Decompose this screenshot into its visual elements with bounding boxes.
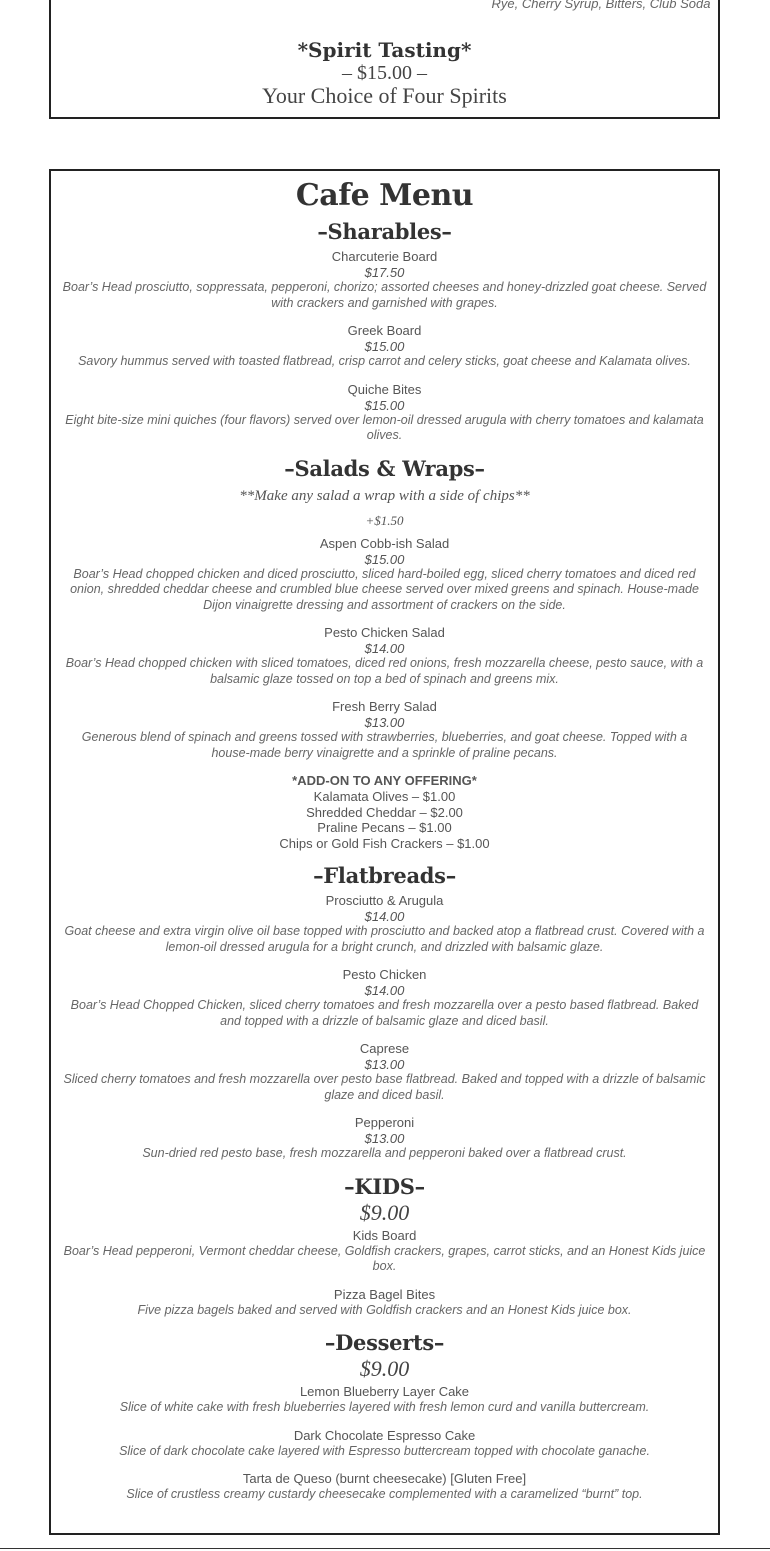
menu-item bbox=[51, 1428, 718, 1460]
item-name: Fresh Berry Salad bbox=[332, 699, 437, 714]
menu-item bbox=[51, 699, 718, 761]
section-title: –KIDS– bbox=[344, 1173, 425, 1199]
item-name: Greek Board bbox=[347, 323, 422, 338]
item-description: Savory hummus served with toasted flatbread, crisp carrot and celery sticks, goat cheese and Kalamata olives. bbox=[78, 354, 691, 368]
add-on-item: Chips or Gold Fish Crackers – $1.00 bbox=[279, 835, 490, 851]
section-desserts bbox=[51, 1330, 718, 1503]
section-salads-wraps bbox=[51, 456, 718, 852]
item-name: Charcuterie Board bbox=[331, 249, 438, 264]
item-description: Sliced cherry tomatoes and fresh mozzarella over pesto base flatbread. Baked and topped with a drizzle of balsamic glaze and diced basil. bbox=[63, 1072, 706, 1102]
section-price: $9.00 bbox=[359, 1356, 410, 1381]
item-name: Quiche Bites bbox=[347, 381, 422, 397]
section-title: –Desserts– bbox=[324, 1330, 445, 1355]
menu-item bbox=[51, 1228, 718, 1275]
item-description: Boar’s Head pepperoni, Vermont cheddar cheese, Goldfish crackers, grapes, carrot sticks, and an Honest Kids juice box. bbox=[63, 1243, 706, 1273]
menu-item bbox=[51, 1287, 718, 1319]
cafe-menu-title: Cafe Menu bbox=[295, 178, 474, 213]
item-price: $13.00 bbox=[364, 1131, 405, 1146]
section-sharables bbox=[51, 219, 718, 444]
item-description: Goat cheese and extra virgin olive oil base topped with prosciutto and backed atop a flatbread crust. Covered with a lemon-oil dressed arugula for a bright crunch, and drizzled with balsamic glaze. bbox=[64, 924, 705, 954]
section-title: –Salads & Wraps– bbox=[284, 455, 485, 481]
item-price: $15.00 bbox=[364, 551, 405, 567]
menu-item bbox=[51, 1115, 718, 1162]
menu-item bbox=[51, 1041, 718, 1103]
item-name: Aspen Cobb-ish Salad bbox=[319, 535, 450, 551]
menu-item bbox=[51, 323, 718, 370]
item-name: Pizza Bagel Bites bbox=[333, 1286, 436, 1302]
item-name: Pepperoni bbox=[354, 1115, 415, 1130]
item-price: $13.00 bbox=[364, 715, 405, 730]
menu-item bbox=[51, 893, 718, 955]
cafe-menu-box bbox=[49, 169, 720, 1535]
item-price: $14.00 bbox=[364, 983, 405, 998]
item-description: Sun-dried red pesto base, fresh mozzarella and pepperoni baked over a flatbread crust. bbox=[142, 1146, 627, 1160]
menu-item bbox=[51, 1384, 718, 1416]
item-name: Pesto Chicken Salad bbox=[324, 625, 445, 640]
item-name: Kids Board bbox=[352, 1227, 417, 1243]
menu-item bbox=[51, 382, 718, 444]
spirit-tasting-price: – $15.00 – bbox=[342, 62, 427, 84]
item-description: Rye, Cherry Syrup, Bitters, Club Soda bbox=[491, 0, 711, 11]
menu-item bbox=[51, 249, 718, 311]
item-description: Eight bite-size mini quiches (four flavors) served over lemon-oil dressed arugula with cherry tomatoes and kalamata olives. bbox=[65, 412, 704, 442]
item-price: $13.00 bbox=[364, 1057, 405, 1072]
menu-item bbox=[51, 967, 718, 1029]
item-description: Slice of dark chocolate cake layered with Espresso buttercream topped with chocolate ganache. bbox=[119, 1443, 650, 1458]
add-on-heading: *ADD-ON TO ANY OFFERING* bbox=[292, 773, 477, 788]
item-description: Boar’s Head chopped chicken with sliced tomatoes, diced red onions, fresh mozzarella cheese, pesto sauce, with a balsamic glaze tossed on top a bed of spinach and greens mix. bbox=[65, 656, 704, 686]
item-price: $15.00 bbox=[364, 339, 405, 354]
item-description: Boar’s Head prosciutto, soppressata, pepperoni, chorizo; assorted cheeses and honey-drizzled goat cheese. Served with crackers and garnished with grapes. bbox=[62, 280, 707, 310]
spirit-tasting-description: Your Choice of Four Spirits bbox=[262, 83, 507, 108]
section-kids bbox=[51, 1174, 718, 1319]
section-flatbreads bbox=[51, 863, 718, 1162]
item-description: Five pizza bagels baked and served with Goldfish crackers and an Honest Kids juice box. bbox=[137, 1302, 632, 1317]
section-title: –Flatbreads– bbox=[313, 863, 456, 888]
item-name: Pesto Chicken bbox=[342, 967, 427, 982]
spirit-tasting-title: *Spirit Tasting* bbox=[297, 38, 472, 62]
section-title: –Sharables– bbox=[317, 219, 452, 244]
item-description: Slice of crustless creamy custardy cheesecake complemented with a caramelized “burnt” top. bbox=[126, 1487, 643, 1501]
add-on-item: Kalamata Olives – $1.00 bbox=[313, 789, 456, 804]
item-name: Tarta de Queso (burnt cheesecake) [Gluten Free] bbox=[242, 1471, 527, 1486]
drinks-menu-box bbox=[49, 0, 720, 119]
section-price: $9.00 bbox=[359, 1199, 410, 1225]
item-price: $14.00 bbox=[364, 909, 405, 924]
add-on-item: Shredded Cheddar – $2.00 bbox=[306, 804, 463, 820]
item-price: $14.00 bbox=[364, 641, 405, 656]
item-description: Generous blend of spinach and greens tossed with strawberries, blueberries, and goat cheese. Topped with a house-made berry vinaigrette and a sprinkle of praline pecans. bbox=[81, 730, 688, 760]
add-on-list bbox=[51, 773, 718, 851]
item-price: $17.50 bbox=[364, 265, 405, 280]
item-name: Lemon Blueberry Layer Cake bbox=[299, 1384, 470, 1399]
item-name: Dark Chocolate Espresso Cake bbox=[293, 1427, 476, 1443]
spirit-tasting bbox=[51, 38, 718, 108]
item-description: Slice of white cake with fresh blueberries layered with fresh lemon curd and vanilla buttercream. bbox=[119, 1400, 650, 1414]
add-on-item: Praline Pecans – $1.00 bbox=[317, 820, 452, 835]
menu-item bbox=[51, 625, 718, 687]
page-divider bbox=[0, 1548, 770, 1549]
item-price: $15.00 bbox=[364, 397, 405, 413]
wrap-note-price: +$1.50 bbox=[365, 512, 404, 528]
item-name: Prosciutto & Arugula bbox=[325, 893, 444, 908]
item-description: Boar’s Head chopped chicken and diced prosciutto, sliced hard-boiled egg, sliced cherry tomatoes and diced red onion, shredded cheddar cheese and crumbled blue cheese served over mixed greens and spinach. House-made Dijon vinaigrette dressing and assortment of crackers on the side. bbox=[70, 566, 699, 612]
menu-item bbox=[51, 1471, 718, 1503]
wrap-note: **Make any salad a wrap with a side of chips** bbox=[239, 487, 530, 504]
item-description: Boar’s Head Chopped Chicken, sliced cherry tomatoes and fresh mozzarella over a pesto based flatbread. Baked and topped with a drizzle of balsamic glaze and diced basil. bbox=[70, 998, 699, 1028]
item-name: Caprese bbox=[359, 1041, 410, 1056]
menu-item bbox=[51, 536, 718, 614]
